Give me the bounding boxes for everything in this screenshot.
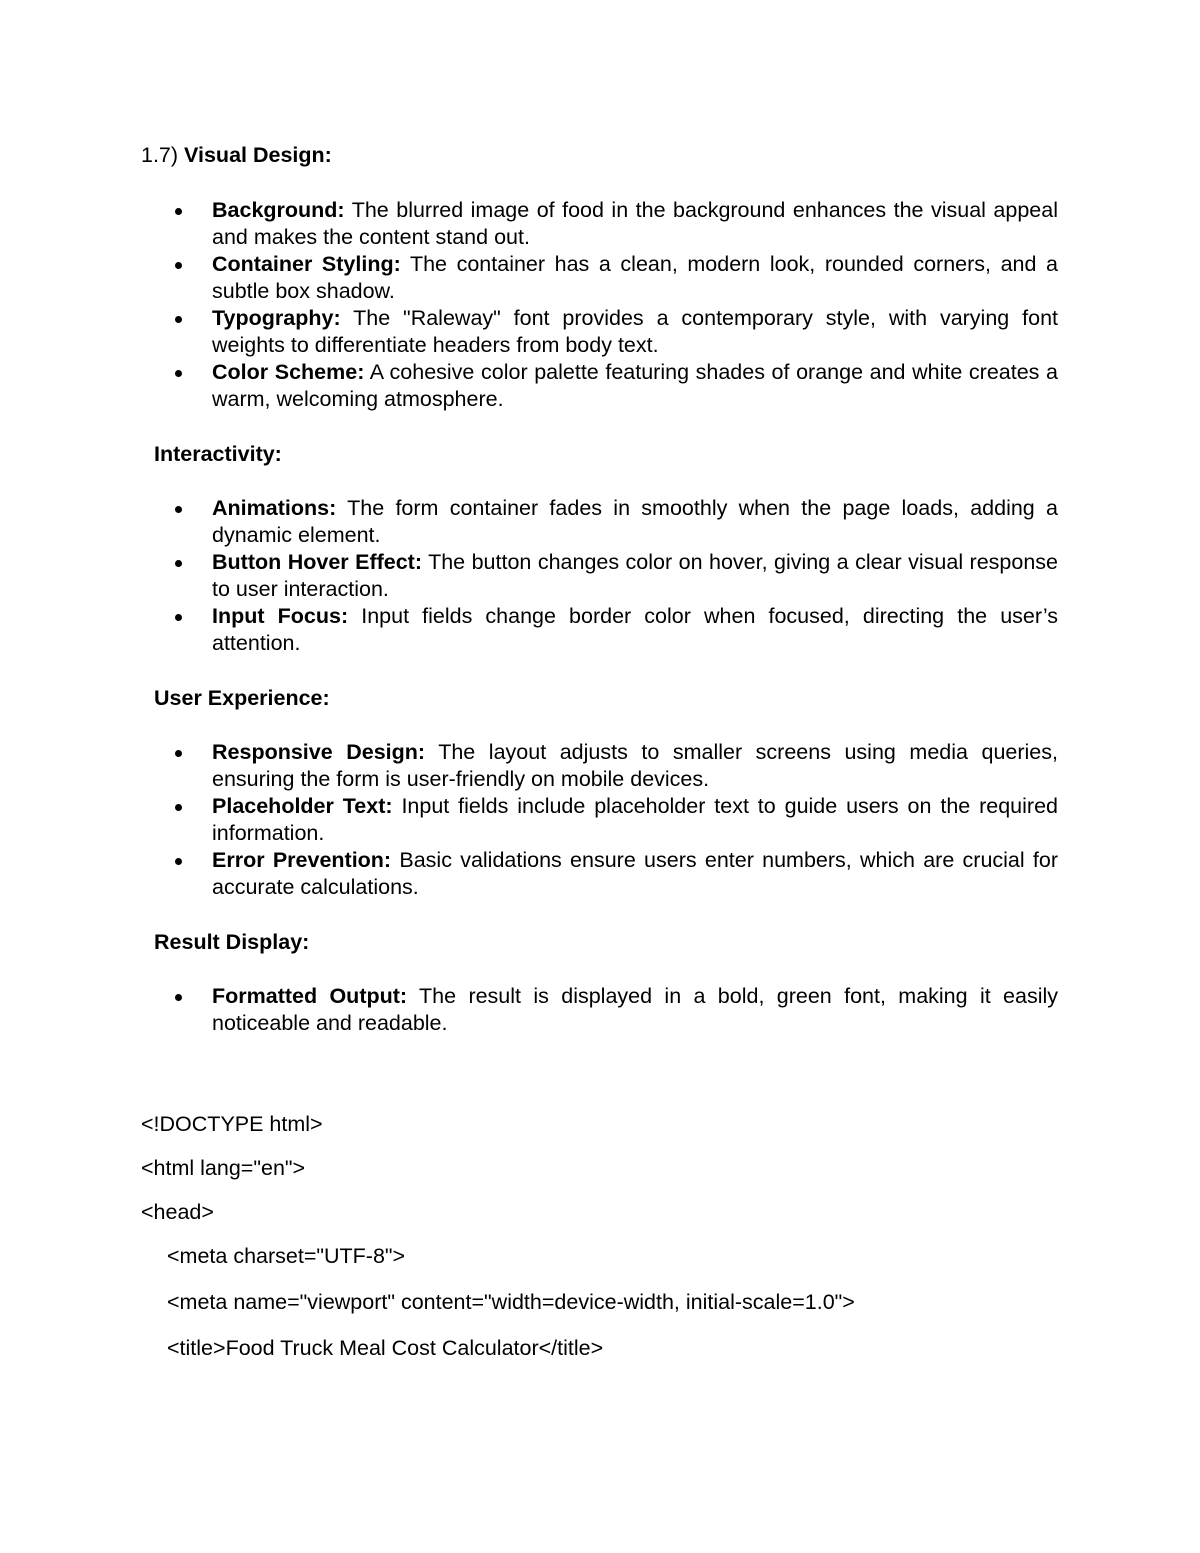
item-term: Typography: — [212, 306, 341, 330]
list-item — [212, 197, 1058, 251]
item-text: A cohesive color palette featuring shades of orange and white creates a warm, welcoming atmosphere. — [212, 360, 1058, 411]
section-title: User Experience: — [154, 686, 330, 710]
user-experience-list — [212, 739, 1058, 901]
item-term: Animations: — [212, 496, 337, 520]
section-heading-interactivity — [154, 441, 282, 468]
item-text: Input fields change border color when focused, directing the user’s attention. — [212, 604, 1058, 655]
result-display-list — [212, 983, 1058, 1037]
item-text: The layout adjusts to smaller screens using media queries, ensuring the form is user-friendly on mobile devices. — [212, 740, 1058, 791]
item-text: Basic validations ensure users enter numbers, which are crucial for accurate calculations. — [212, 848, 1059, 899]
section-title: Visual Design: — [184, 143, 332, 167]
list-item — [212, 495, 1058, 549]
code-line: <!DOCTYPE html> — [141, 1112, 323, 1136]
item-term: Input Focus: — [212, 604, 349, 628]
section-title: Result Display: — [154, 930, 310, 954]
item-text: The "Raleway" font provides a contemporary style, with varying font weights to differentiate headers from body text. — [212, 306, 1059, 357]
item-text: Input fields include placeholder text to guide users on the required information. — [212, 794, 1058, 845]
code-line: <html lang="en"> — [141, 1156, 306, 1180]
list-item — [212, 305, 1058, 359]
item-term: Background: — [212, 198, 345, 222]
item-term: Color Scheme: — [212, 360, 365, 384]
code-line: <meta charset="UTF-8"> — [167, 1244, 406, 1268]
item-term: Error Prevention: — [212, 848, 392, 872]
list-item — [212, 359, 1058, 413]
section-heading-visual-design — [141, 142, 332, 169]
item-term: Formatted Output: — [212, 984, 408, 1008]
code-line: <title>Food Truck Meal Cost Calculator</title> — [167, 1336, 604, 1360]
list-item — [212, 251, 1058, 305]
section-heading-user-experience — [154, 685, 330, 712]
item-text: The container has a clean, modern look, rounded corners, and a subtle box shadow. — [212, 252, 1058, 303]
list-item — [212, 739, 1058, 793]
section-number: 1.7) — [141, 143, 179, 167]
list-item — [212, 847, 1058, 901]
list-item — [212, 549, 1058, 603]
item-term: Placeholder Text: — [212, 794, 393, 818]
item-text: The form container fades in smoothly when the page loads, adding a dynamic element. — [212, 496, 1058, 547]
item-text: The button changes color on hover, giving a clear visual response to user interaction. — [212, 550, 1058, 601]
item-term: Button Hover Effect: — [212, 550, 422, 574]
list-item — [212, 983, 1058, 1037]
list-item — [212, 793, 1058, 847]
code-line: <meta name="viewport" content="width=device-width, initial-scale=1.0"> — [167, 1290, 855, 1314]
visual-design-list — [212, 197, 1058, 413]
item-text: The blurred image of food in the background enhances the visual appeal and makes the content stand out. — [212, 198, 1058, 249]
interactivity-list — [212, 495, 1058, 657]
item-term: Responsive Design: — [212, 740, 426, 764]
code-line: <head> — [141, 1200, 214, 1224]
item-text: The result is displayed in a bold, green font, making it easily noticeable and readable. — [212, 984, 1059, 1035]
section-title: Interactivity: — [154, 442, 282, 466]
section-heading-result-display — [154, 929, 309, 956]
list-item — [212, 603, 1058, 657]
item-term: Container Styling: — [212, 252, 401, 276]
